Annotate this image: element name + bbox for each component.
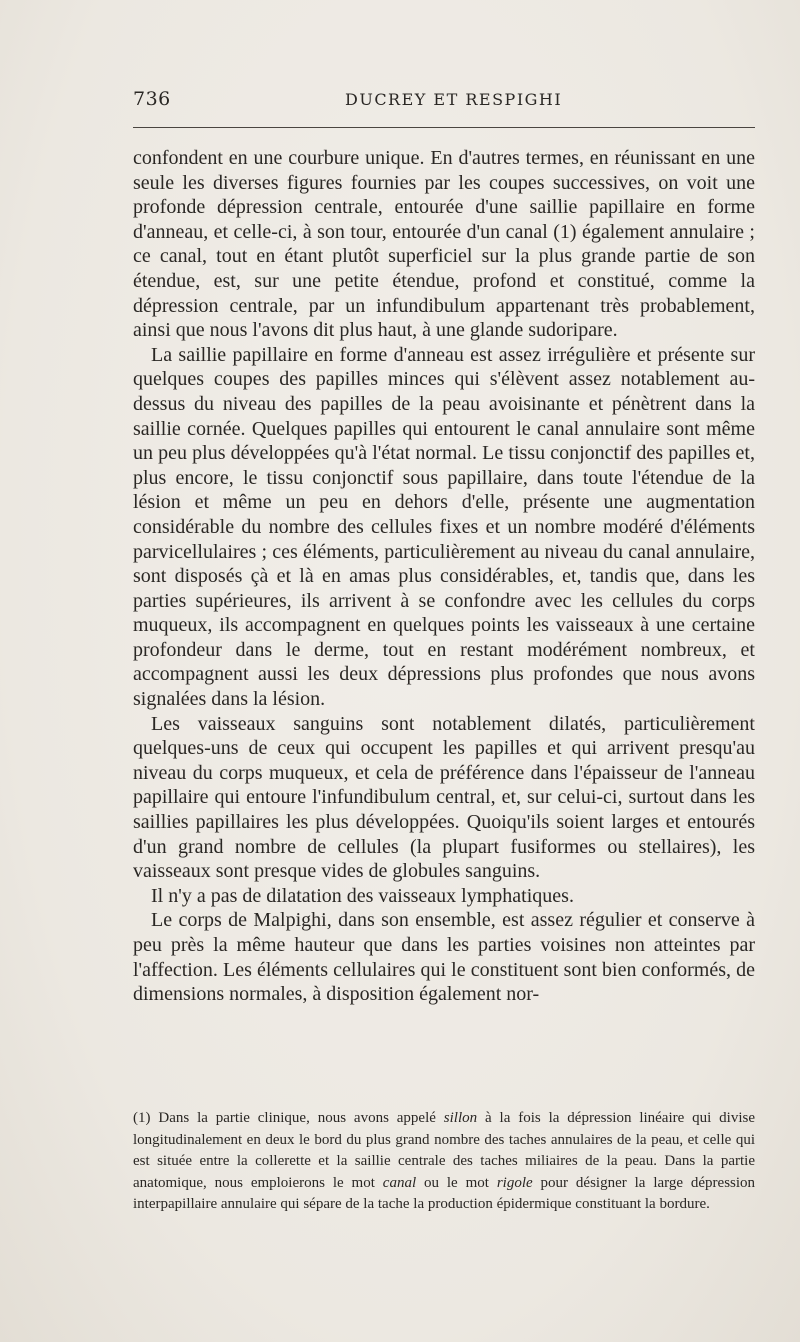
paragraph-saillie-papillaire: La saillie papillaire en forme d'anneau est assez irrégulière et présente sur quelques coupes des papilles minces qui s'élèvent assez notablement au-dessus du niveau des papilles de la peau avoisinante et pénètrent dans la saillie cornée. Quelques papilles qui entourent le canal annulaire sont même un peu plus développées qu'à l'état normal. Le tissu conjonctif des papilles et, plus encore, le tissu conjonctif sous papillaire, dans toute l'étendue de la lésion et même un peu en dehors d'elle, présente une augmentation considérable du nombre des cellules fixes et un nombre modéré d'éléments parvicellulaires ; ces éléments, particulièrement au niveau du canal annulaire, sont disposés çà et là en amas plus considérables, et, tandis que, dans les parties supérieures, ils arrivent à se confondre avec les cellules du corps muqueux, ils accompagnent en quelques points les vaisseaux à une certaine profondeur dans le derme, tout en restant modérément nombreux, et accompagnent aussi les deux dépressions plus profondes que nous avons signalées dans la lésion.: [133, 343, 755, 711]
paragraph-corps-malpighi: Le corps de Malpighi, dans son ensemble, est assez régulier et conserve à peu près la même hauteur que dans les parties voisines non atteintes par l'affection. Les éléments cellulaires qui le constituent sont bien conformés, de dimensions normales, à disposition également nor-: [133, 909, 755, 1006]
paragraph-continuation: confondent en une courbure unique. En d'autres termes, en réunissant en une seule les diverses figures fournies par les coupes successives, on voit une profonde dépression centrale, entourée d'une saillie papillaire en forme d'anneau, et celle-ci, à son tour, entourée d'un canal (1) également annulaire ; ce canal, tout en étant plutôt superficiel sur la plus grande partie de son étendue, est, sur une petite étendue, profond et constitué, comme la dépression centrale, par un infundibulum appartenant très probablement, ainsi que nous l'avons dit plus haut, à une glande sudoripare.: [133, 147, 755, 342]
footnote-part-4: pour désigner la large dépression interpapillaire annulaire qui sépare de la tache la production épidermique constituant la bordure.: [133, 1174, 756, 1213]
footnote-part-3: ou le mot: [424, 1174, 489, 1191]
footnote-term-rigole: rigole: [496, 1174, 533, 1191]
footnote-part-1: Dans la partie clinique, nous avons appelé: [158, 1110, 436, 1126]
page-number: 736: [133, 88, 171, 110]
footnote-mark: (1): [133, 1110, 151, 1126]
footnote-part-2: à la fois la dépression linéaire qui divise longitudinalement en deux le bord du plus grand nombre des taches annulaires de la peau, et celle qui est située entre la collerette et la saillie centrale des taches miliaires de la peau. Dans la partie anatomique, nous emploierons le mot: [133, 1110, 756, 1191]
header-rule: [133, 127, 755, 128]
footnote-text: [133, 1108, 755, 1216]
body-text: [133, 146, 755, 1007]
paragraph-lymphatiques: Il n'y a pas de dilatation des vaisseaux lymphatiques.: [151, 884, 574, 907]
footnote: [133, 1108, 755, 1216]
footnote-term-sillon: sillon: [443, 1110, 478, 1126]
paragraph-vaisseaux-sanguins: Les vaisseaux sanguins sont notablement dilatés, particulièrement quelques-uns de ceux qui occupent les papilles et qui arrivent presqu'au niveau du corps muqueux, et cela de préférence dans l'épaisseur de l'anneau papillaire qui entoure l'infundibulum central, et, sur celui-ci, surtout dans les saillies papillaires les plus développées. Quoiqu'ils soient larges et entourés d'un grand nombre de cellules (la plupart fusiformes ou stellaires), les vaisseaux sont presque vides de globules sanguins.: [133, 712, 755, 883]
running-title: DUCREY ET RESPIGHI: [345, 90, 563, 109]
footnote-term-canal: canal: [382, 1174, 417, 1191]
page-header: [133, 88, 755, 116]
